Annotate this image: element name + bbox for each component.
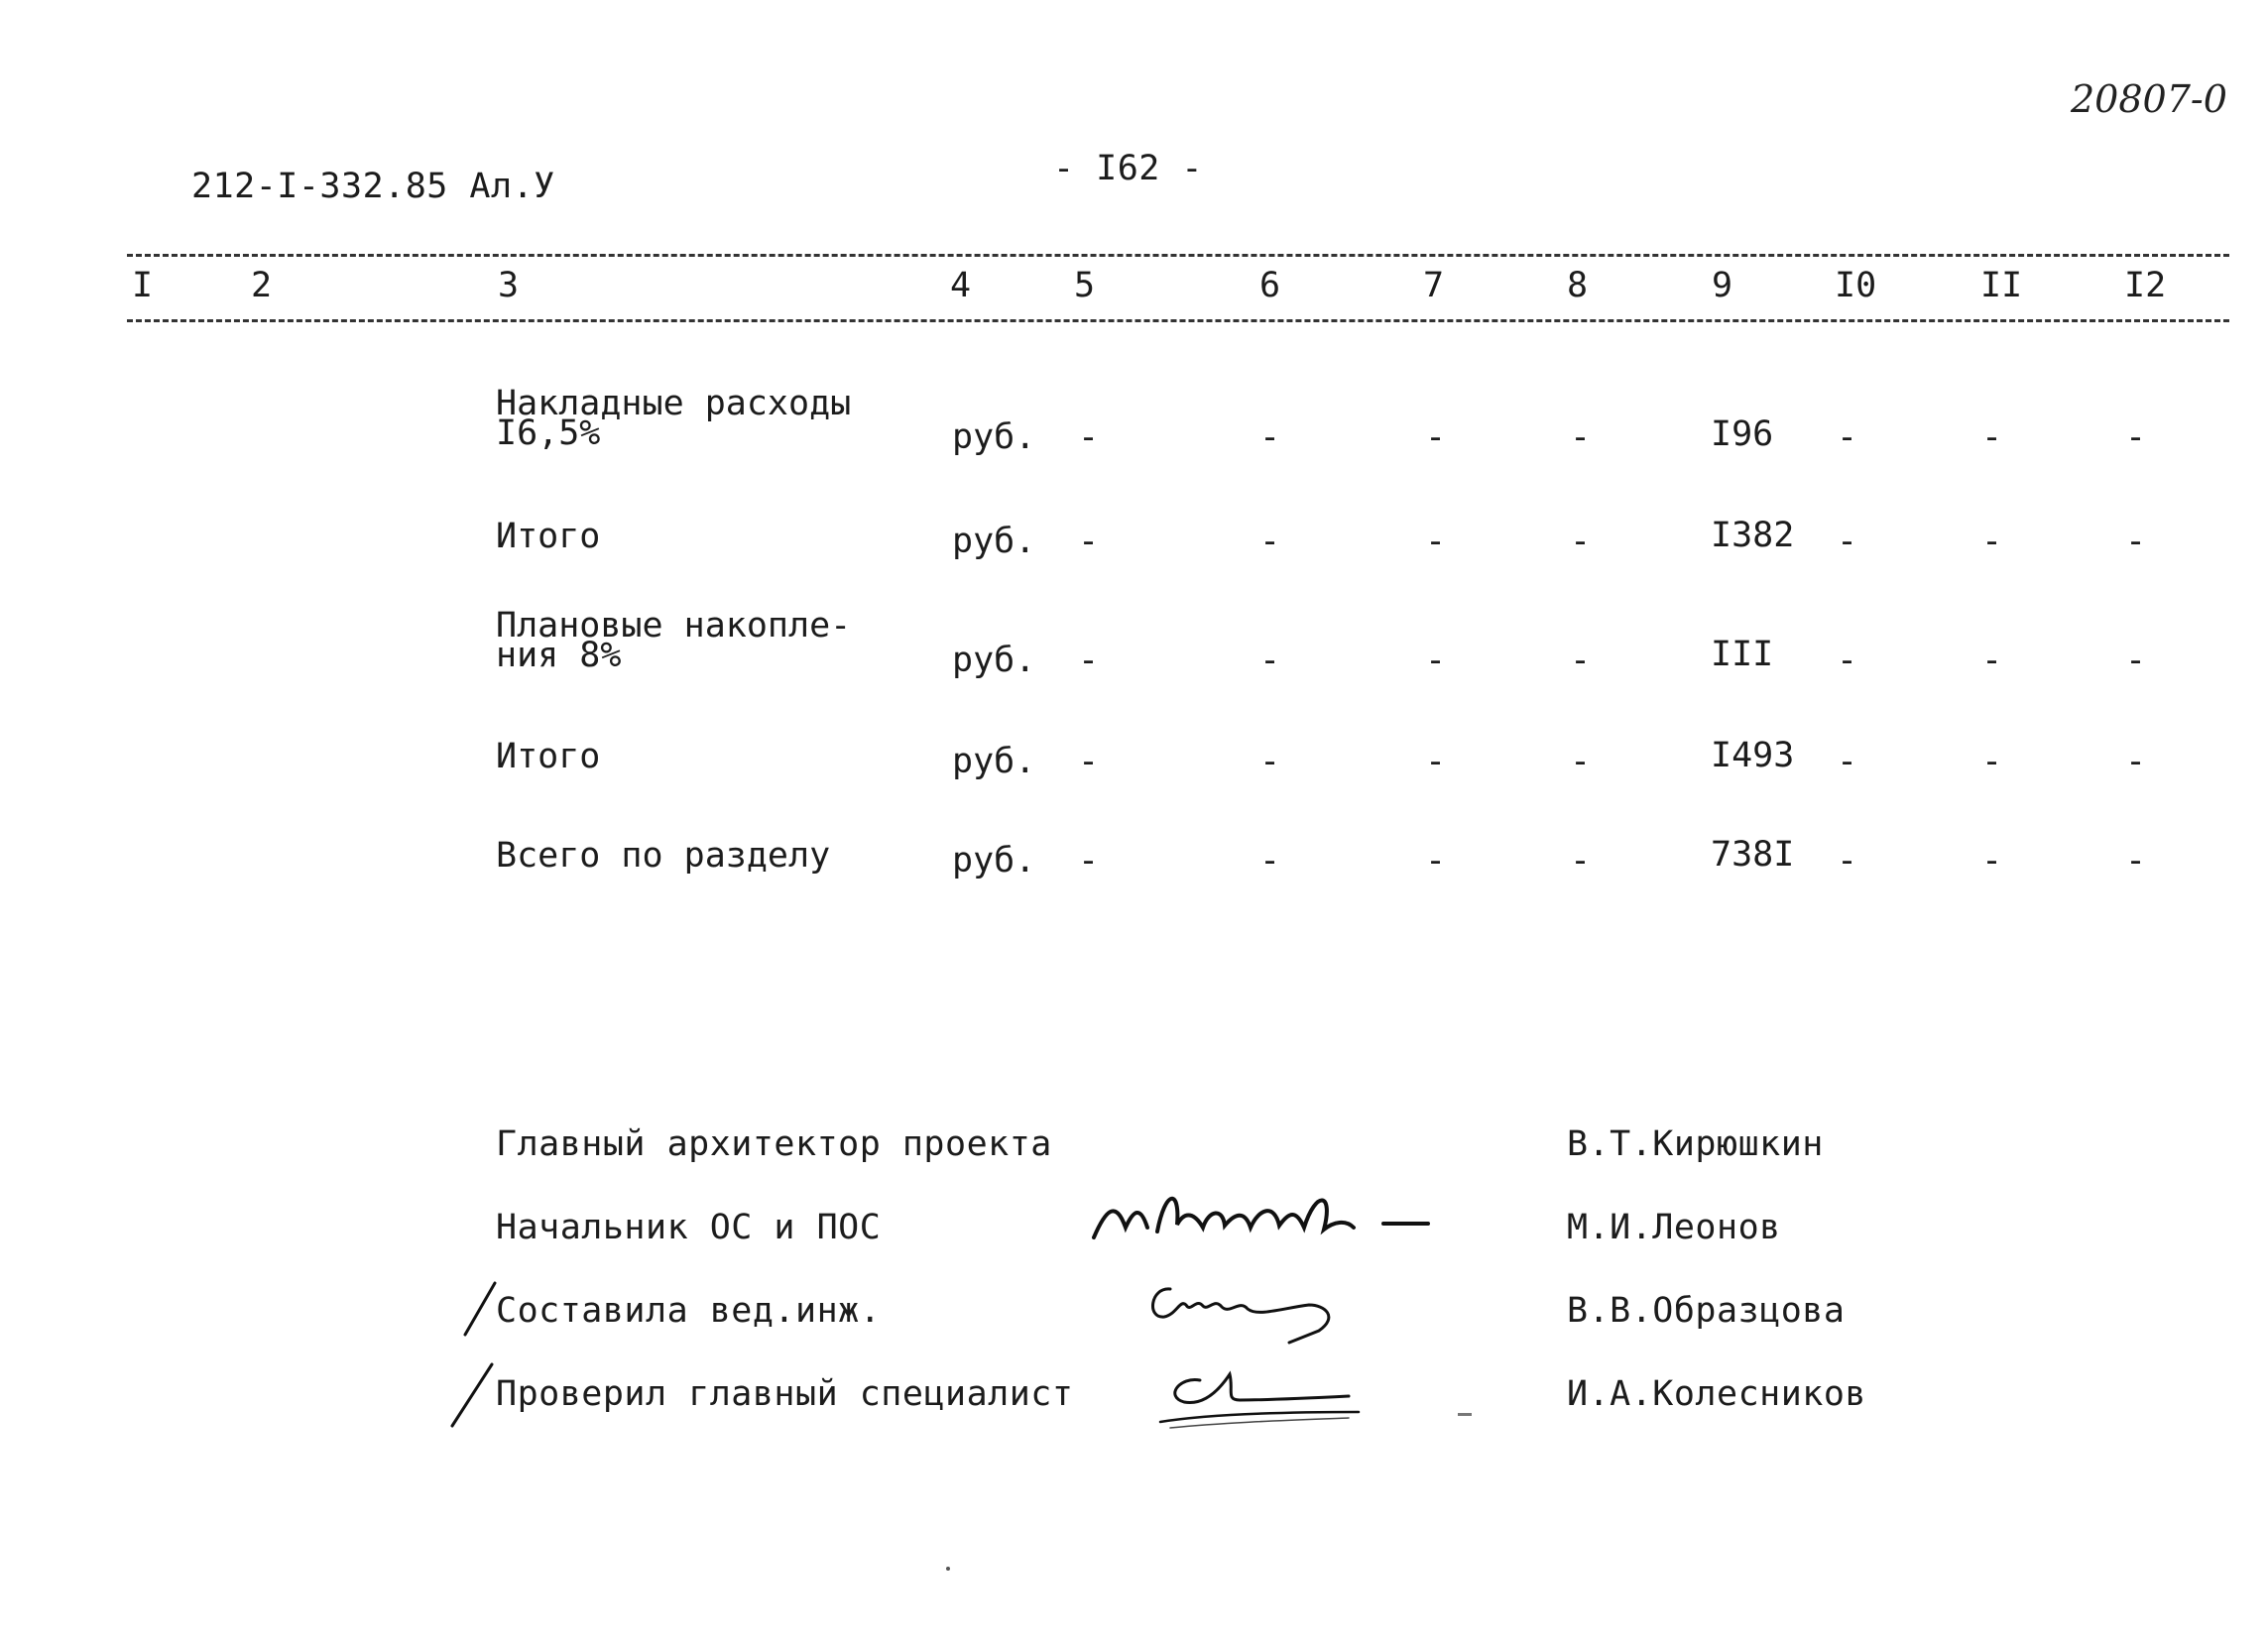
cell-col-7: - (1425, 522, 1447, 561)
row-label-line: Итого (496, 737, 601, 776)
cell-col-6: - (1259, 841, 1281, 881)
cell-col-8: - (1570, 841, 1592, 881)
handwritten-signature-kolesnikov (1150, 1356, 1408, 1436)
cell-col-10: - (1837, 522, 1858, 561)
signatory-role: Начальник ОС и ПОС (496, 1208, 882, 1247)
row-label-line: Накладные расходы (496, 384, 852, 423)
cell-col-7: - (1425, 641, 1447, 680)
cell-col-11: - (1981, 417, 2003, 457)
cell-col-9: I493 (1711, 736, 1795, 775)
column-number: 3 (498, 266, 520, 305)
row-label-line: Всего по разделу (496, 836, 831, 876)
column-number: 5 (1074, 266, 1096, 305)
cell-col-5: - (1078, 417, 1100, 457)
unit-cell: руб. (952, 841, 1036, 881)
cell-col-7: - (1425, 417, 1447, 457)
cell-col-11: - (1981, 641, 2003, 680)
cell-col-10: - (1837, 417, 1858, 457)
cell-col-10: - (1837, 641, 1858, 680)
cell-col-9: III (1711, 635, 1774, 674)
scan-speck (1458, 1413, 1472, 1416)
unit-cell: руб. (952, 522, 1036, 561)
cell-col-12: - (2125, 841, 2147, 881)
cell-col-8: - (1570, 742, 1592, 781)
column-number: 2 (251, 266, 273, 305)
cell-col-9: I382 (1711, 516, 1795, 555)
row-label-line: Итого (496, 517, 601, 556)
row-label-line: I6,5% (496, 413, 601, 453)
cell-col-10: - (1837, 742, 1858, 781)
cell-col-12: - (2125, 522, 2147, 561)
check-mark-icon (461, 1279, 501, 1339)
signatory-name: И.А.Колесников (1567, 1374, 1867, 1414)
cell-col-11: - (1981, 522, 2003, 561)
inventory-number: 20807-0 (2071, 77, 2227, 121)
cell-col-6: - (1259, 641, 1281, 680)
cell-col-5: - (1078, 841, 1100, 881)
unit-cell: руб. (952, 742, 1036, 781)
handwritten-signature-obraztsova (1140, 1269, 1378, 1349)
signatory-name: М.И.Леонов (1567, 1208, 1781, 1247)
unit-cell: руб. (952, 417, 1036, 457)
unit-cell: руб. (952, 641, 1036, 680)
cell-col-7: - (1425, 742, 1447, 781)
signatory-role: Составила вед.инж. (496, 1291, 882, 1331)
cell-col-12: - (2125, 417, 2147, 457)
cell-col-9: 738I (1711, 835, 1795, 875)
column-number: 9 (1712, 266, 1733, 305)
cell-col-5: - (1078, 641, 1100, 680)
row-label (496, 517, 601, 556)
cell-col-11: - (1981, 742, 2003, 781)
signatory-role: Главный архитектор проекта (496, 1124, 1052, 1164)
cell-col-8: - (1570, 522, 1592, 561)
column-number: 4 (950, 266, 972, 305)
column-number: 7 (1423, 266, 1445, 305)
cell-col-12: - (2125, 742, 2147, 781)
column-number: I (132, 266, 154, 305)
cell-col-6: - (1259, 522, 1281, 561)
signatory-name: В.В.Образцова (1567, 1291, 1846, 1331)
row-label-line: Плановые накопле- (496, 606, 852, 646)
row-label (496, 384, 852, 453)
handwritten-signature-leonov (1086, 1170, 1463, 1249)
row-label (496, 737, 601, 776)
scan-speck (946, 1567, 950, 1571)
row-label-line: ния 8% (496, 636, 622, 675)
cell-col-8: - (1570, 641, 1592, 680)
cell-col-5: - (1078, 522, 1100, 561)
column-number: 6 (1259, 266, 1281, 305)
column-number: 8 (1567, 266, 1589, 305)
page-number: - I62 - (1053, 149, 1204, 188)
cell-col-9: I96 (1711, 414, 1774, 454)
signatory-name: В.Т.Кирюшкин (1567, 1124, 1824, 1164)
cell-col-6: - (1259, 417, 1281, 457)
cell-col-5: - (1078, 742, 1100, 781)
header-top-rule (127, 254, 2229, 257)
cell-col-6: - (1259, 742, 1281, 781)
document-code: 212-I-332.85 Ал.У (191, 167, 555, 206)
cell-col-7: - (1425, 841, 1447, 881)
column-number: I2 (2124, 266, 2167, 305)
cell-col-12: - (2125, 641, 2147, 680)
column-number: II (1980, 266, 2023, 305)
cell-col-10: - (1837, 841, 1858, 881)
header-bottom-rule (127, 319, 2229, 322)
cell-col-8: - (1570, 417, 1592, 457)
column-number: I0 (1835, 266, 1877, 305)
check-mark-icon (448, 1360, 498, 1430)
cell-col-11: - (1981, 841, 2003, 881)
signatory-role: Проверил главный специалист (496, 1374, 1074, 1414)
row-label (496, 836, 831, 876)
row-label (496, 606, 852, 675)
